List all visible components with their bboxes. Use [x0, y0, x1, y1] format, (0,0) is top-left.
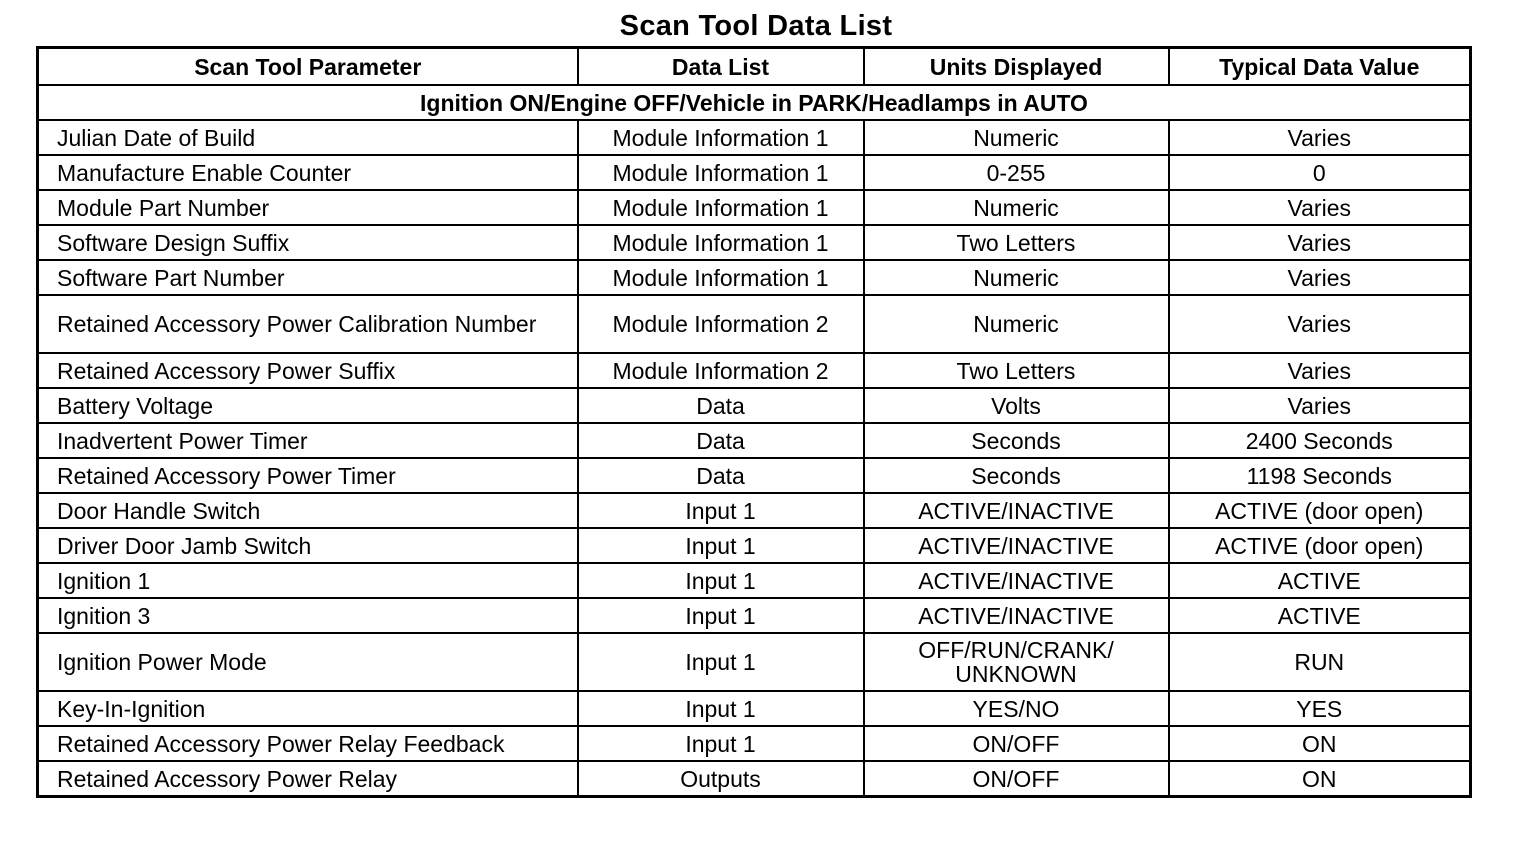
table-row [38, 225, 1471, 260]
typical-value-cell: RUN [1169, 633, 1471, 691]
column-header-parameter: Scan Tool Parameter [38, 48, 578, 86]
data-list-cell: Data [578, 388, 864, 423]
parameter-cell: Ignition Power Mode [38, 633, 578, 691]
parameter-cell: Retained Accessory Power Relay [38, 761, 578, 797]
units-cell: Two Letters [864, 225, 1169, 260]
parameter-cell: Software Part Number [38, 260, 578, 295]
parameter-cell: Module Part Number [38, 190, 578, 225]
data-list-cell: Data [578, 458, 864, 493]
data-list-cell: Input 1 [578, 493, 864, 528]
typical-value-cell: Varies [1169, 120, 1471, 155]
parameter-cell: Julian Date of Build [38, 120, 578, 155]
column-header-units: Units Displayed [864, 48, 1169, 86]
table-row [38, 726, 1471, 761]
table-row [38, 295, 1471, 353]
data-list-cell: Input 1 [578, 528, 864, 563]
typical-value-cell: Varies [1169, 225, 1471, 260]
data-list-cell: Input 1 [578, 633, 864, 691]
section-row [38, 85, 1471, 120]
units-cell: Seconds [864, 423, 1169, 458]
data-list-cell: Module Information 1 [578, 260, 864, 295]
column-header-data-list: Data List [578, 48, 864, 86]
data-list-cell: Input 1 [578, 691, 864, 726]
table-row [38, 423, 1471, 458]
typical-value-cell: ON [1169, 726, 1471, 761]
table-row [38, 761, 1471, 797]
typical-value-cell: ON [1169, 761, 1471, 797]
parameter-cell: Retained Accessory Power Calibration Number [38, 295, 578, 353]
typical-value-cell: Varies [1169, 388, 1471, 423]
table-row [38, 598, 1471, 633]
units-cell: ACTIVE/INACTIVE [864, 528, 1169, 563]
units-cell: ACTIVE/INACTIVE [864, 563, 1169, 598]
units-cell: ACTIVE/INACTIVE [864, 598, 1169, 633]
typical-value-cell: YES [1169, 691, 1471, 726]
table-row [38, 458, 1471, 493]
typical-value-cell: 2400 Seconds [1169, 423, 1471, 458]
table-row [38, 260, 1471, 295]
units-cell: Numeric [864, 295, 1169, 353]
data-list-cell: Module Information 2 [578, 295, 864, 353]
typical-value-cell: 0 [1169, 155, 1471, 190]
table-row [38, 388, 1471, 423]
parameter-cell: Ignition 3 [38, 598, 578, 633]
page-title: Scan Tool Data List [619, 10, 893, 42]
units-cell: ON/OFF [864, 726, 1169, 761]
parameter-cell: Driver Door Jamb Switch [38, 528, 578, 563]
units-cell: YES/NO [864, 691, 1169, 726]
typical-value-cell: 1198 Seconds [1169, 458, 1471, 493]
section-label: Ignition ON/Engine OFF/Vehicle in PARK/Headlamps in AUTO [38, 85, 1471, 120]
parameter-cell: Inadvertent Power Timer [38, 423, 578, 458]
units-cell: ON/OFF [864, 761, 1169, 797]
data-list-cell: Module Information 2 [578, 353, 864, 388]
typical-value-cell: ACTIVE (door open) [1169, 528, 1471, 563]
column-header-typical-value: Typical Data Value [1169, 48, 1471, 86]
table-header-row [38, 48, 1471, 86]
data-list-cell: Module Information 1 [578, 120, 864, 155]
table-row [38, 563, 1471, 598]
table-row [38, 528, 1471, 563]
table-row [38, 155, 1471, 190]
data-list-cell: Input 1 [578, 726, 864, 761]
data-list-cell: Data [578, 423, 864, 458]
data-list-cell: Input 1 [578, 598, 864, 633]
typical-value-cell: Varies [1169, 260, 1471, 295]
units-cell: 0-255 [864, 155, 1169, 190]
parameter-cell: Ignition 1 [38, 563, 578, 598]
units-cell: Numeric [864, 120, 1169, 155]
data-list-cell: Input 1 [578, 563, 864, 598]
table-row [38, 120, 1471, 155]
table-row [38, 633, 1471, 691]
data-list-cell: Module Information 1 [578, 155, 864, 190]
units-cell: Seconds [864, 458, 1169, 493]
units-cell: Numeric [864, 260, 1169, 295]
data-list-cell: Module Information 1 [578, 225, 864, 260]
parameter-cell: Software Design Suffix [38, 225, 578, 260]
units-cell: Two Letters [864, 353, 1169, 388]
parameter-cell: Battery Voltage [38, 388, 578, 423]
units-cell: OFF/RUN/CRANK/ UNKNOWN [864, 633, 1169, 691]
parameter-cell: Key-In-Ignition [38, 691, 578, 726]
units-cell: Volts [864, 388, 1169, 423]
table-row [38, 493, 1471, 528]
parameter-cell: Door Handle Switch [38, 493, 578, 528]
typical-value-cell: ACTIVE [1169, 563, 1471, 598]
units-cell: Numeric [864, 190, 1169, 225]
parameter-cell: Manufacture Enable Counter [38, 155, 578, 190]
parameter-cell: Retained Accessory Power Relay Feedback [38, 726, 578, 761]
scan-tool-data-table [36, 46, 1472, 798]
typical-value-cell: ACTIVE (door open) [1169, 493, 1471, 528]
typical-value-cell: Varies [1169, 353, 1471, 388]
data-list-cell: Module Information 1 [578, 190, 864, 225]
parameter-cell: Retained Accessory Power Timer [38, 458, 578, 493]
parameter-cell: Retained Accessory Power Suffix [38, 353, 578, 388]
units-cell: ACTIVE/INACTIVE [864, 493, 1169, 528]
typical-value-cell: ACTIVE [1169, 598, 1471, 633]
data-list-cell: Outputs [578, 761, 864, 797]
table-row [38, 353, 1471, 388]
table-row [38, 190, 1471, 225]
typical-value-cell: Varies [1169, 190, 1471, 225]
table-row [38, 691, 1471, 726]
typical-value-cell: Varies [1169, 295, 1471, 353]
